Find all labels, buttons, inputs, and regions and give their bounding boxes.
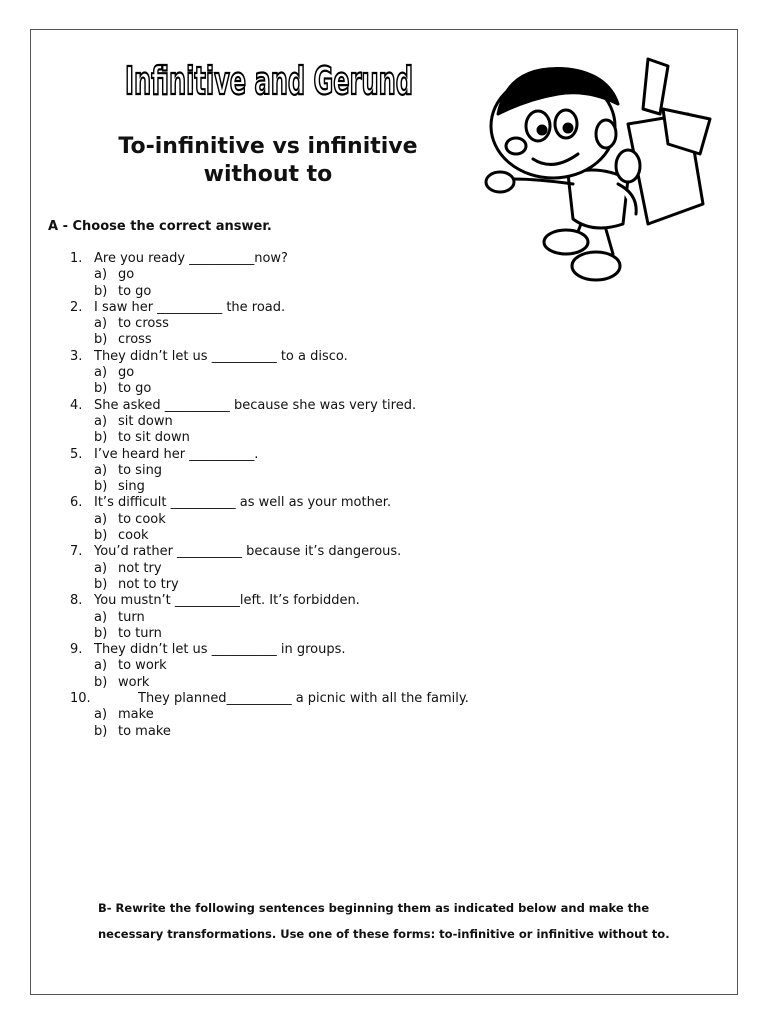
question-9 xyxy=(70,642,469,658)
option-letter: b) xyxy=(94,528,108,544)
option-letter: b) xyxy=(94,430,108,446)
question-text: It’s difficult __________ as well as your mother. xyxy=(94,495,392,511)
option-letter: a) xyxy=(94,609,108,625)
question-text: I’ve heard her __________. xyxy=(94,446,259,462)
option-a xyxy=(70,316,469,332)
option-letter: b) xyxy=(94,283,108,299)
option-text: cook xyxy=(118,528,149,544)
option-text: sit down xyxy=(118,413,173,429)
section-b-line-1: B- Rewrite the following sentences beginning them as indicated below and make the xyxy=(98,901,650,915)
option-letter: a) xyxy=(94,560,108,576)
question-number: 2. xyxy=(70,299,83,315)
option-a xyxy=(70,463,469,479)
question-number: 3. xyxy=(70,348,83,364)
option-text: to go xyxy=(118,283,152,299)
option-b xyxy=(70,675,469,691)
question-5 xyxy=(70,447,469,463)
option-letter: a) xyxy=(94,413,108,429)
subtitle-line-2: without to xyxy=(203,162,333,187)
option-text: to cook xyxy=(118,511,166,527)
question-text: They didn’t let us __________ in groups. xyxy=(94,642,346,658)
option-b xyxy=(70,626,469,642)
question-1 xyxy=(70,251,469,267)
option-letter: a) xyxy=(94,658,108,674)
option-letter: a) xyxy=(94,365,108,381)
option-b xyxy=(70,528,469,544)
option-text: sing xyxy=(118,479,145,495)
option-letter: a) xyxy=(94,267,108,283)
question-8 xyxy=(70,593,469,609)
option-text: to turn xyxy=(118,625,162,641)
worksheet-subtitle xyxy=(78,133,458,189)
question-text: They didn’t let us __________ to a disco. xyxy=(94,348,348,364)
option-letter: b) xyxy=(94,332,108,348)
option-a xyxy=(70,610,469,626)
section-b-instructions xyxy=(98,895,698,947)
option-text: make xyxy=(118,707,154,723)
option-letter: a) xyxy=(94,707,108,723)
option-a xyxy=(70,707,469,723)
option-b xyxy=(70,430,469,446)
section-b-line-2: necessary transformations. Use one of these forms: to-infinitive or infinitive without to. xyxy=(98,927,670,941)
option-text: to go xyxy=(118,381,152,397)
option-letter: b) xyxy=(94,674,108,690)
option-letter: a) xyxy=(94,511,108,527)
option-text: to make xyxy=(118,723,171,739)
question-text: I saw her __________ the road. xyxy=(94,299,286,315)
question-list xyxy=(70,251,469,740)
option-letter: b) xyxy=(94,576,108,592)
question-4 xyxy=(70,398,469,414)
question-2 xyxy=(70,300,469,316)
question-text: Are you ready __________now? xyxy=(94,251,288,266)
option-b xyxy=(70,381,469,397)
question-number: 8. xyxy=(70,593,83,609)
question-6 xyxy=(70,495,469,511)
option-letter: b) xyxy=(94,381,108,397)
option-b xyxy=(70,332,469,348)
option-text: go xyxy=(118,365,135,381)
worksheet-title-logo xyxy=(122,54,416,104)
option-text: cross xyxy=(118,332,152,348)
question-number: 10. xyxy=(70,691,91,707)
question-text: You mustn’t __________left. It’s forbidden. xyxy=(94,593,360,609)
question-number: 1. xyxy=(70,251,83,266)
option-text: turn xyxy=(118,609,145,625)
option-letter: b) xyxy=(94,625,108,641)
option-text: go xyxy=(118,267,135,283)
option-letter: b) xyxy=(94,479,108,495)
option-letter: a) xyxy=(94,462,108,478)
option-a xyxy=(70,512,469,528)
option-b xyxy=(70,724,469,740)
section-a-heading: A - Choose the correct answer. xyxy=(48,219,272,234)
question-number: 7. xyxy=(70,544,83,560)
question-text: You’d rather __________ because it’s dangerous. xyxy=(94,544,402,560)
title-text: Infinitive and Gerund xyxy=(125,59,413,103)
option-letter: a) xyxy=(94,316,108,332)
option-text: work xyxy=(118,674,150,690)
option-letter: b) xyxy=(94,723,108,739)
option-a xyxy=(70,365,469,381)
option-a xyxy=(70,414,469,430)
cartoon-boy-backpack-illustration xyxy=(478,54,718,290)
option-text: not try xyxy=(118,560,162,576)
question-10 xyxy=(70,691,469,707)
option-a xyxy=(70,267,469,283)
option-b xyxy=(70,479,469,495)
question-text: She asked __________ because she was very tired. xyxy=(94,397,417,413)
question-number: 6. xyxy=(70,495,83,511)
option-text: not to try xyxy=(118,576,179,592)
option-text: to cross xyxy=(118,316,169,332)
question-number: 4. xyxy=(70,397,83,413)
option-a xyxy=(70,658,469,674)
option-text: to sit down xyxy=(118,430,190,446)
option-b xyxy=(70,577,469,593)
option-b xyxy=(70,284,469,300)
question-number: 5. xyxy=(70,446,83,462)
option-text: to work xyxy=(118,658,167,674)
option-text: to sing xyxy=(118,462,163,478)
question-text: They planned__________ a picnic with all the family. xyxy=(138,691,469,707)
question-number: 9. xyxy=(70,642,83,658)
question-3 xyxy=(70,349,469,365)
option-a xyxy=(70,561,469,577)
subtitle-line-1: To-infinitive vs infinitive xyxy=(118,134,418,159)
question-7 xyxy=(70,544,469,560)
